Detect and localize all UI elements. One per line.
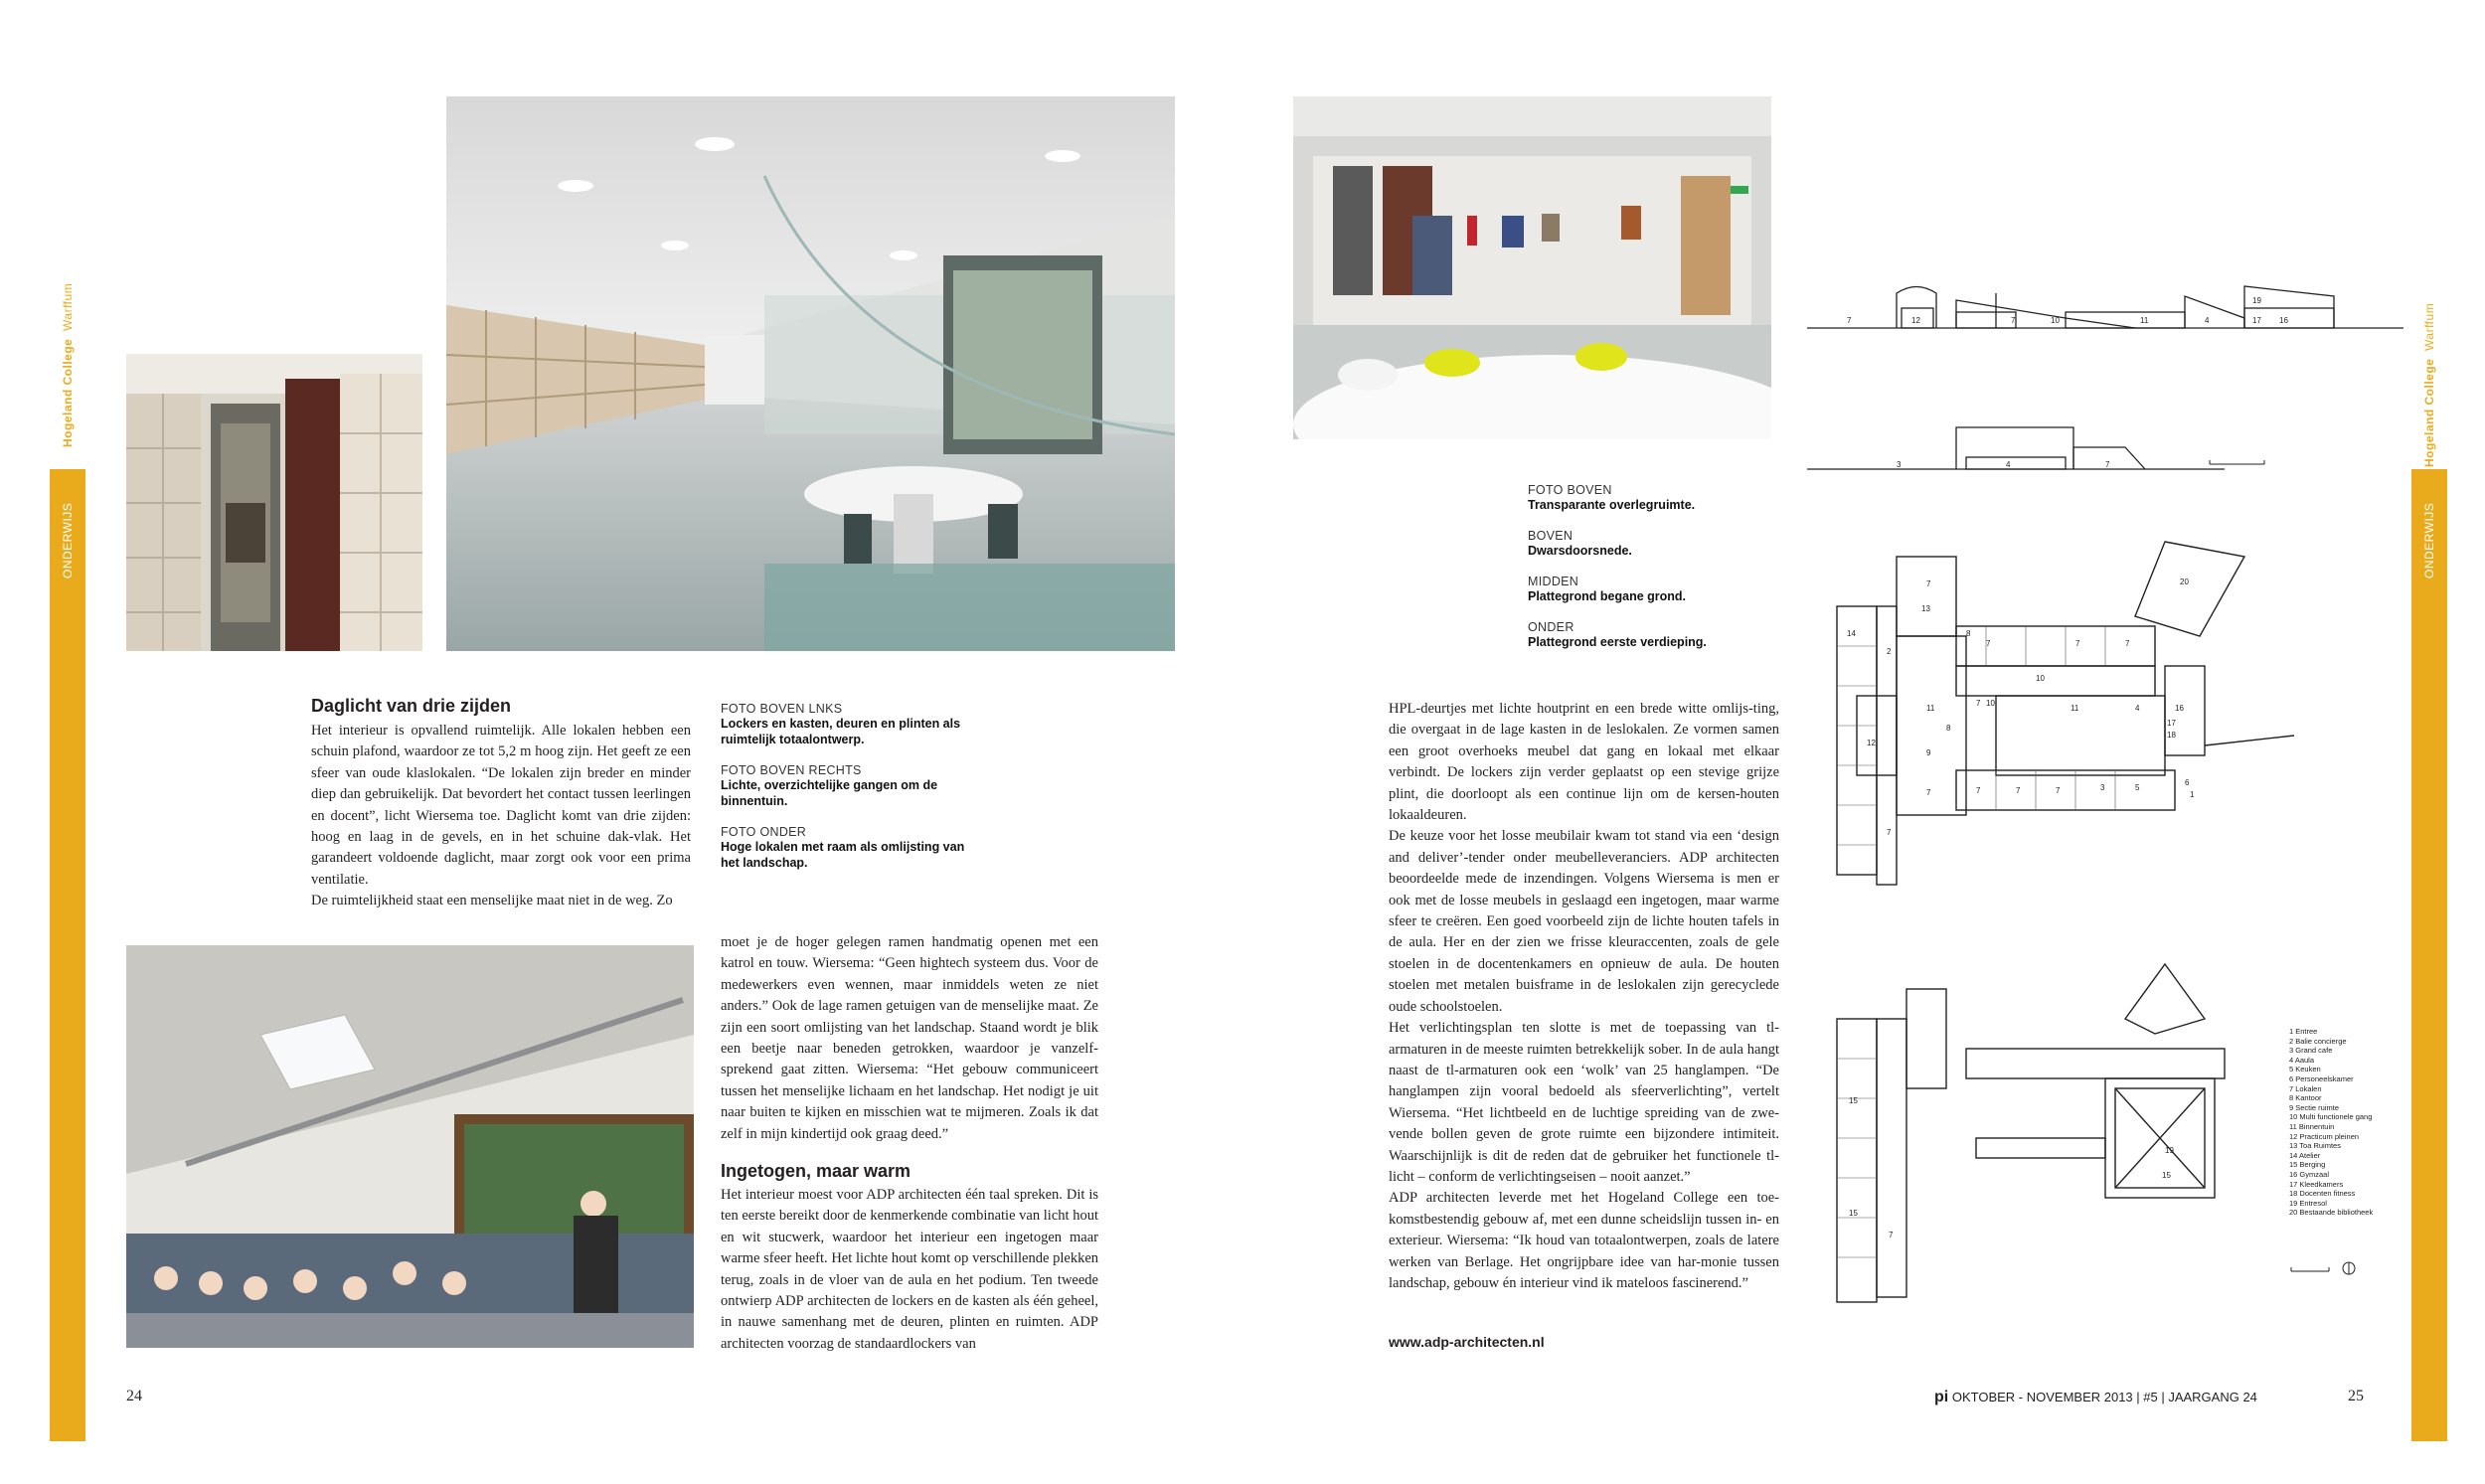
caption-right-3: ONDER Plattegrond eerste verdieping. [1528, 620, 1707, 649]
right-captions [1528, 483, 1786, 666]
caption-left-0: FOTO BOVEN LNKS Lockers en kasten, deuren en plinten als ruimtelijk totaalontwerp. [721, 702, 961, 746]
svg-text:12: 12 [1867, 739, 1876, 747]
svg-text:15: 15 [1849, 1209, 1858, 1218]
svg-text:16: 16 [2279, 316, 2288, 325]
caption-right-2: MIDDEN Plattegrond begane grond. [1528, 575, 1687, 603]
right-side-label-project: Hogeland College Warffum [2422, 302, 2436, 467]
caption-left-2: FOTO ONDER Hoge lokalen met raam als omlijsting van het landschap. [721, 825, 965, 870]
svg-text:3: 3 [1897, 460, 1902, 469]
ground-floor-plan [1827, 537, 2304, 895]
svg-text:7: 7 [2016, 786, 2021, 795]
svg-text:10: 10 [2051, 316, 2060, 325]
ground-floor-labels [1847, 577, 2195, 837]
right-sidebar-accent-bar [2411, 469, 2447, 1441]
left-sidebar [50, 0, 85, 1441]
svg-text:18: 18 [2167, 731, 2176, 740]
scale-bar-plan [2289, 1257, 2359, 1277]
caption-left-1: FOTO BOVEN RECHTS Lichte, overzichtelijke gangen om de binnentuin. [721, 763, 938, 808]
svg-text:13: 13 [1921, 604, 1930, 613]
first-floor-labels [1849, 1096, 2174, 1239]
svg-text:7: 7 [2105, 460, 2110, 469]
section-2-labels [1897, 460, 2110, 469]
heading-daglicht: Daglicht van drie zijden [311, 696, 512, 716]
svg-text:16: 16 [2175, 704, 2184, 713]
svg-text:19: 19 [2252, 296, 2261, 305]
photo-corridor [446, 96, 1175, 651]
svg-text:7: 7 [1926, 788, 1931, 797]
svg-text:11: 11 [1926, 704, 1935, 713]
left-side-label-section: ONDERWIJS [61, 502, 75, 578]
caption-right-0: FOTO BOVEN Transparante overlegruimte. [1528, 483, 1696, 512]
svg-text:7: 7 [2125, 639, 2130, 648]
svg-text:8: 8 [1946, 724, 1951, 733]
column-3: HPL-deurtjes met lichte houtprint en een brede witte omlijs-ting, die overgaat in de lage kasten in de leslokalen. Ze vormen samen een groot overhoeks meubel dat gang en lokaal met elkaar verbindt. De lockers zijn verder geplaatst op een stevige grijze plint, die doorloopt als een continue lijn om de kersen-houten lokaaldeuren. De keuze voor het losse meubilair kwam tot stand via een ‘design and deliver’-tender onder meubelleveranciers. ADP architecten beoordeelde mede de inzendingen. Volgens Wiersema is men er ook met de losse meubels in geslaagd een ingetogen, maar warme sfeer te creëren. Een goed voorbeeld zijn de lichte houten tafels in de aula. Her en der zien we frisse kleuraccenten, zoals de gele stoelen in de docentenkamers en opnieuw de aula. De houten stoelen met metalen buisframe in de leslokalen zijn gerecyclede oude schoolstoelen. Het verlichtingsplan ten slotte is met de toepassing van tl-armaturen in de meeste ruimten betrekkelijk sober. In de aula hangt naast de tl-armaturen ook een ‘wolk’ van 25 hanglampen. “De hanglampen zijn vooral bedoeld als sfeerverlichting”, vertelt Wiersema. “Het lichtbeeld en de luchtige spreiding van de zwe-vende bollen geven de grote ruimte een bijzondere intimiteit. Waarschijnlijk is dit de reden dat de gebruiker het functionele tl-licht – conform de verlichtingseisen – nooit aanzet.” ADP architecten leverde met het Hogeland College een toe-komstbestendig gebouw af, met een dunne scheidslijn tussen in- en exterieur. Wiersema: “Ik houd van totaalontwerpen, zoals de latere werken van Berlage. Het ongrijpbare idee van har-monie tussen landschap, gebouw én interieur vind ik mateloos fascinerend.” [1389, 701, 1779, 1291]
svg-text:6: 6 [2185, 778, 2190, 787]
svg-text:7: 7 [2075, 639, 2080, 648]
column-1: Het interieur is opvallend ruimtelijk. Alle lokalen hebben een schuin plafond, waardoor ze tot 5,2 m hoog zijn. Het geeft ze een sfeer van oude klaslokalen. “De lokalen zijn breder en minder diep dan gebruikelijk. Dat bevordert het contact tussen leerlingen en docent”, licht Wiersema toe. Daglicht komt van drie zijden: hoog en laag in de gevels, en in het schuine dak-vlak. Het garandeert voldoende daglicht, maar zorgt ook voor een prima ventilatie. De ruimtelijkheid staat een menselijke maat niet in de weg. Zo [311, 723, 691, 909]
svg-text:2: 2 [1887, 647, 1892, 656]
svg-text:7: 7 [2056, 786, 2061, 795]
cross-section-drawing [1807, 268, 2403, 477]
svg-text:11: 11 [2140, 316, 2149, 325]
svg-text:7: 7 [1976, 699, 1981, 708]
svg-text:17: 17 [2167, 719, 2176, 728]
svg-text:12: 12 [1911, 316, 1920, 325]
photo-classroom [126, 945, 694, 1348]
svg-text:4: 4 [2006, 460, 2011, 469]
svg-text:7: 7 [1887, 828, 1892, 837]
svg-text:4: 4 [2205, 316, 2210, 325]
first-floor-plan [1827, 959, 2244, 1312]
caption-right-1: BOVEN Dwarsdoorsnede. [1528, 529, 1632, 558]
column-2: moet je de hoger gelegen ramen handmatig openen met een katrol en touw. Wiersema: “Geen hightech systeem dus. Voor de medewerkers even wennen, maar inmiddels weten ze niet anders.” Ook de lage ramen getuigen van de menselijke maat. Ze zijn een soort omlijsting van het landschap. Staand wordt je blik een beetje naar beneden getrokken, waardoor je vanzelf-sprekend gaat zitten. Wiersema: “Het gebouw communiceert tussen het menselijke lichaam en het landschap. Het nodigt je uit naar buiten te kijken en misschien wat te mijmeren. Zoals ik dat zelf in mijn kindertijd ook graag deed.” [721, 934, 1098, 1142]
left-side-label-project: Hogeland College Warffum [61, 282, 75, 447]
photo-lockers [126, 354, 422, 651]
issue-footer: pi OKTOBER - NOVEMBER 2013 | #5 | JAARGANG 24 [1934, 1389, 2257, 1405]
svg-text:3: 3 [2100, 783, 2105, 792]
page-number-right: 25 [2348, 1388, 2364, 1404]
svg-text:15: 15 [2162, 1171, 2171, 1180]
svg-text:20: 20 [2180, 577, 2189, 586]
scale-bar-section [2210, 460, 2264, 464]
right-sidebar [2411, 0, 2447, 1441]
svg-text:15: 15 [1849, 1096, 1858, 1105]
svg-text:7: 7 [1986, 639, 1991, 648]
svg-text:17: 17 [2252, 316, 2261, 325]
svg-text:10: 10 [1986, 699, 1995, 708]
plan-legend: 1 Entree 2 Balie concierge 3 Grand cafe 4 Aaula 5 Keuken 6 Personeelskamer 7 Lokalen 8 Kantoor 9 Sectie ruimte 10 Multi functionele gang 11 Binnentuin 12 Practicum pleinen 13 Toa Ruimtes 14 Atelier 15 Berging 16 Gymzaal 17 Kleedkamers 18 Docenten fitness 19 Entresol 20 Bestaande bibliotheek [2289, 1027, 2374, 1218]
svg-text:7: 7 [2011, 316, 2016, 325]
svg-text:7: 7 [1847, 316, 1852, 325]
website-link[interactable]: www.adp-architecten.nl [1389, 1334, 1545, 1350]
svg-text:4: 4 [2135, 704, 2140, 713]
right-side-label-section: ONDERWIJS [2422, 502, 2436, 578]
page-number-left: 24 [126, 1388, 142, 1404]
svg-text:9: 9 [1926, 748, 1931, 757]
svg-text:14: 14 [1847, 629, 1856, 638]
svg-text:11: 11 [2071, 704, 2079, 713]
svg-text:10: 10 [2036, 674, 2045, 683]
svg-text:5: 5 [2135, 783, 2140, 792]
svg-text:1: 1 [2190, 790, 2195, 799]
svg-text:7: 7 [1889, 1231, 1894, 1239]
svg-text:7: 7 [1976, 786, 1981, 795]
magazine-logo: pi [1934, 1389, 1949, 1405]
photo-meeting-room [1293, 96, 1771, 439]
left-sidebar-accent-bar [50, 469, 85, 1441]
column-2b: Het interieur moest voor ADP architecten één taal spreken. Dit is ten eerste bereikt door de kenmerkende combinatie van licht hout en wit stucwerk, waardoor het interieur een ingetogen maar warme sfeer heeft. Het lichte hout komt op verschillende plekken terug, zoals in de vloer van de aula en het podium. Ten tweede ontwierp ADP architecten de lockers en de kasten als één geheel, in nauwe samenhang met de deuren, plinten en ruimten. ADP architecten voorzag de standaardlockers van [721, 1187, 1098, 1352]
svg-text:8: 8 [1966, 629, 1971, 638]
heading-ingetogen: Ingetogen, maar warm [721, 1161, 911, 1181]
svg-text:19: 19 [2165, 1146, 2174, 1155]
svg-text:7: 7 [1926, 579, 1931, 588]
left-captions [721, 702, 979, 887]
